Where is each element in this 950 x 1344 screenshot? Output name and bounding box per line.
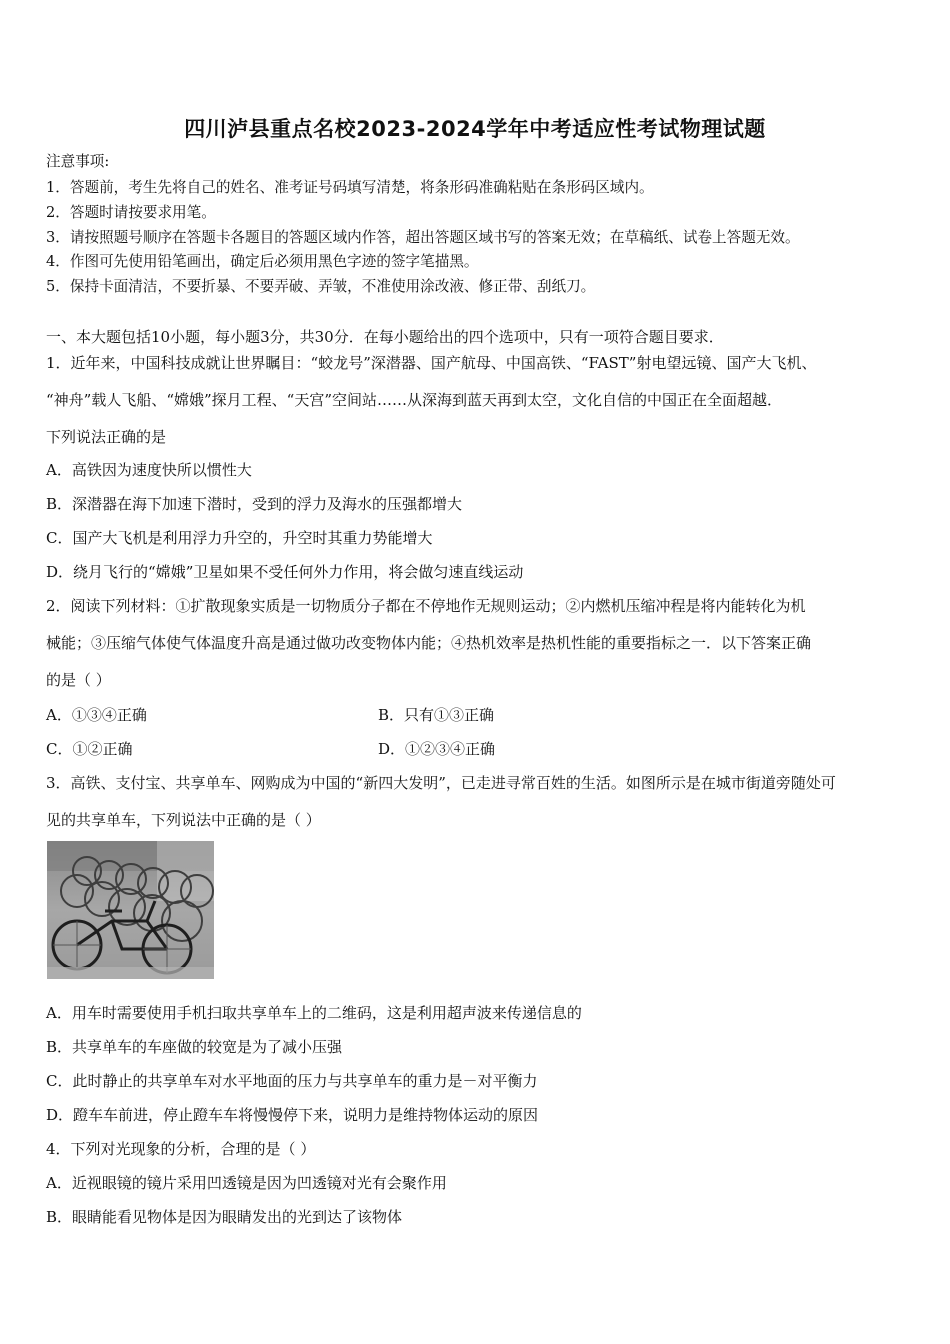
q1-stem-line: 下列说法正确的是: [46, 428, 167, 446]
notice-item: 2．答题时请按要求用笔。: [46, 204, 216, 221]
q3-option-c: C．此时静止的共享单车对水平地面的压力与共享单车的重力是－对平衡力: [46, 1072, 538, 1090]
q1-option-c: C．国产大飞机是利用浮力升空的，升空时其重力势能增大: [46, 529, 433, 547]
q3-option-b: B．共享单车的车座做的较宽是为了减小压强: [46, 1038, 343, 1056]
q1-stem-line: “神舟”载人飞船、“嫦娥”探月工程、“天宫”空间站……从深海到蓝天再到太空，文化自信的中国正在全面超越．: [46, 391, 783, 409]
notice-item: 5．保持卡面清洁，不要折暴、不要弄破、弄皱，不准使用涂改液、修正带、刮纸刀。: [46, 278, 596, 295]
notice-heading: 注意事项:: [46, 153, 110, 170]
q2-stem-line: 械能；③压缩气体使气体温度升高是通过做功改变物体内能；④热机效率是热机性能的重要指标之一．以下答案正确: [46, 634, 812, 652]
q1-option-d: D．绕月飞行的“嫦娥”卫星如果不受任何外力作用，将会做匀速直线运动: [46, 563, 524, 581]
q2-stem-line: 2．阅读下列材料：①扩散现象实质是一切物质分子都在不停地作无规则运动；②内燃机压缩冲程是将内能转化为机: [46, 597, 806, 615]
page-title: 四川泸县重点名校2023-2024学年中考适应性考试物理试题: [184, 117, 766, 141]
notice-item: 3．请按照题号顺序在答题卡各题目的答题区域内作答，超出答题区域书写的答案无效；在草稿纸、试卷上答题无效。: [46, 229, 800, 246]
q2-stem-line: 的是（ ）: [46, 671, 111, 689]
q1-option-b: B．深潜器在海下加速下潜时，受到的浮力及海水的压强都增大: [46, 495, 463, 513]
q4-option-b: B．眼睛能看见物体是因为眼睛发出的光到达了该物体: [46, 1208, 403, 1226]
q3-option-a: A．用车时需要使用手机扫取共享单车上的二维码，这是利用超声波来传递信息的: [46, 1004, 582, 1022]
q2-option-c: C．①②正确: [46, 740, 133, 758]
q1-option-a: A．高铁因为速度快所以惯性大: [46, 461, 252, 479]
shared-bikes-photo: [47, 841, 214, 979]
q2-option-a: A．①③④正确: [46, 706, 147, 724]
q4-option-a: A．近视眼镜的镜片采用凹透镜是因为凹透镜对光有会聚作用: [46, 1174, 447, 1192]
q2-option-d: D．①②③④正确: [378, 740, 496, 758]
q4-stem: 4．下列对光现象的分析，合理的是（ ）: [46, 1140, 316, 1158]
notice-item: 4．作图可先使用铅笔画出，确定后必须用黑色字迹的签字笔描黑。: [46, 253, 479, 270]
q2-option-b: B．只有①③正确: [378, 706, 495, 724]
q1-stem-line: 1．近年来，中国科技成就让世界瞩目：“蛟龙号”深潜器、国产航母、中国高铁、“FAST”射电望远镜、国产大飞机、: [46, 354, 817, 372]
q3-option-d: D．蹬车车前进，停止蹬车车将慢慢停下来，说明力是维持物体运动的原因: [46, 1106, 539, 1124]
notice-item: 1．答题前，考生先将自己的姓名、准考证号码填写清楚，将条形码准确粘贴在条形码区域内。: [46, 179, 654, 196]
q3-stem-line: 3．高铁、支付宝、共享单车、网购成为中国的“新四大发明”，已走进寻常百姓的生活。如图所示是在城市街道旁随处可: [46, 774, 836, 792]
q3-stem-line: 见的共享单车，下列说法中正确的是（ ）: [46, 811, 321, 829]
section-heading: 一、本大题包括10小题，每小题3分，共30分．在每小题给出的四个选项中，只有一项符合题目要求．: [46, 328, 724, 346]
